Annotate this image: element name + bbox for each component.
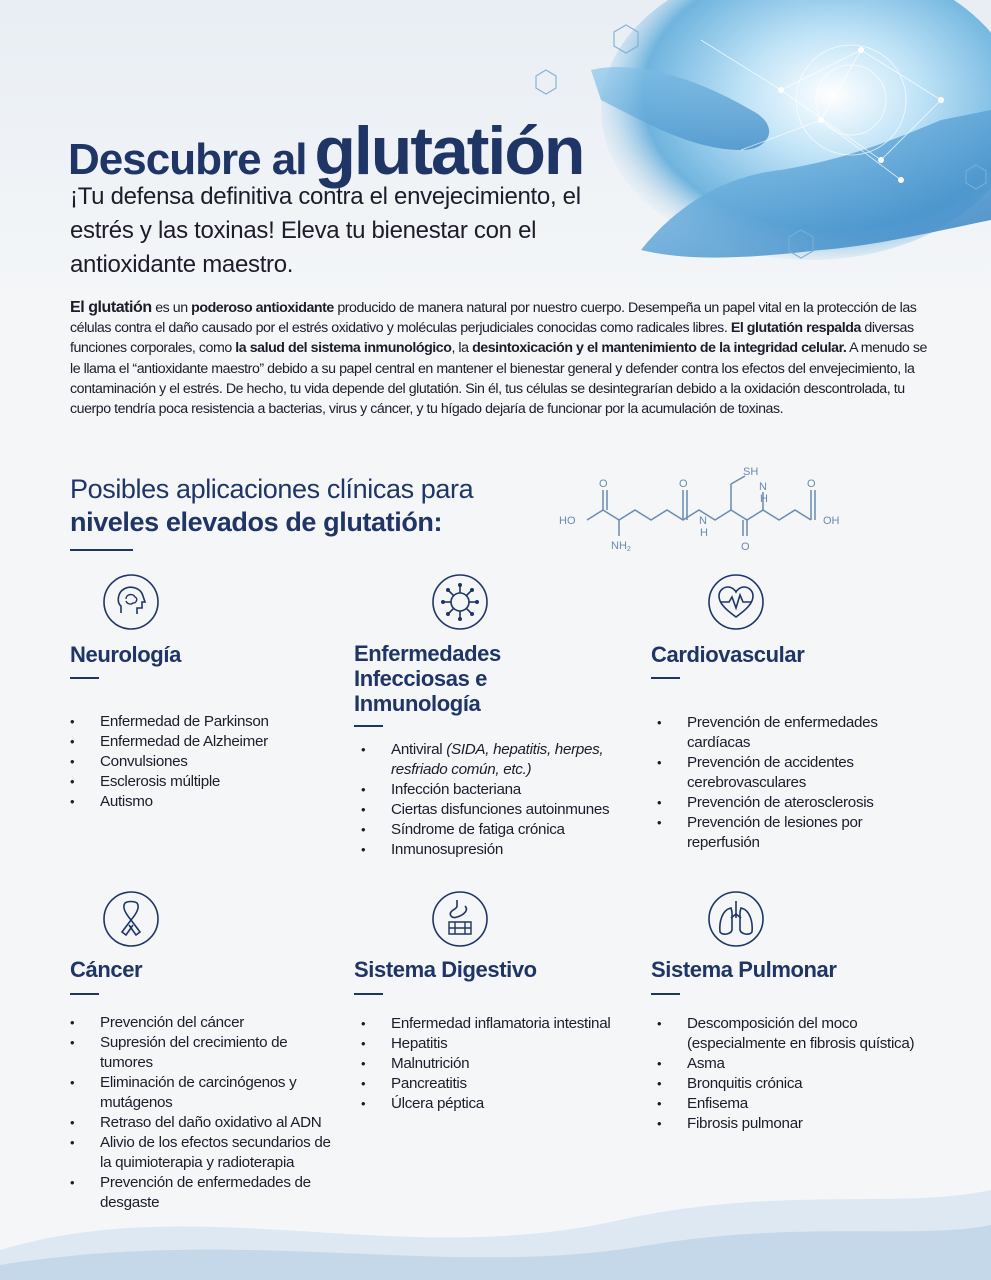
molecule-label-h2: H [760,493,768,505]
molecule-label-sh: SH [743,466,759,478]
molecule-label-oh: OH [823,515,840,527]
list-item: • Convulsiones [70,752,320,772]
list-item: • Prevención de accidentes cerebrovasculares [657,753,917,793]
category-list [70,1013,335,1213]
list-item: • Antiviral (SIDA, hepatitis, herpes, resfriado común, etc.) [361,740,621,780]
list-item: • Síndrome de fatiga crónica [361,820,621,840]
intro-bold: la salud del sistema inmunológico [235,340,452,357]
intro-paragraph [70,298,930,419]
intro-text: diversas funciones corporales, como [70,320,914,357]
section-heading [70,473,473,539]
list-item: • Pancreatitis [361,1074,641,1094]
virus-icon [431,573,489,631]
category-divider [651,677,680,679]
category-list [657,1014,922,1134]
molecule-label-n2: N [759,481,767,493]
category-list [361,1014,641,1114]
digestive-system-icon [431,890,489,948]
list-item: • Prevención de aterosclerosis [657,793,917,813]
list-item-note: (SIDA, hepatitis, herpes, resfriado común, etc.) [391,741,604,778]
list-item: • Prevención de enfermedades de desgaste [70,1173,335,1213]
list-item: • Bronquitis crónica [657,1074,922,1094]
section-heading-line1: Posibles aplicaciones clínicas para [70,474,474,504]
glutathione-molecule-diagram [555,462,855,557]
list-item: • Supresión del crecimiento de tumores [70,1033,335,1073]
category-divider [651,993,680,995]
category-divider [70,677,99,679]
list-item: • Enfermedad inflamatoria intestinal [361,1014,641,1034]
list-item: • Autismo [70,792,320,812]
list-item: • Malnutrición [361,1054,641,1074]
brain-head-icon [102,573,160,631]
molecule-label-o2: O [679,478,688,490]
list-item: • Enfermedad de Alzheimer [70,732,320,752]
list-item: • Prevención de enfermedades cardíacas [657,713,917,753]
molecule-label-n1: N [699,515,707,527]
molecule-label-o4: O [807,478,816,490]
category-title: Enfermedades Infecciosas e Inmunología [354,641,501,716]
molecule-label-h1: H [700,527,708,539]
category-title: Sistema Pulmonar [651,957,837,982]
molecule-label-nh2: NH2 [611,540,631,553]
list-item: • Fibrosis pulmonar [657,1114,922,1134]
list-item: • Retraso del daño oxidativo al ADN [70,1113,335,1133]
title-main: glutatión [314,113,584,189]
category-title: Neurología [70,642,181,667]
list-item: • Infección bacteriana [361,780,621,800]
intro-bold: desintoxicación y el mantenimiento de la integridad celular. [472,340,847,357]
section-heading-line2: niveles elevados de glutatión: [70,507,443,537]
title-prefix: Descubre al [68,135,307,184]
category-divider [354,993,383,995]
list-item: • Descomposición del moco (especialmente en fibrosis quística) [657,1014,922,1054]
heart-pulse-icon [707,573,765,631]
list-item: • Úlcera péptica [361,1094,641,1114]
intro-lead: El glutatión [70,299,152,316]
category-title: Cardiovascular [651,642,805,667]
list-item: • Asma [657,1054,922,1074]
category-title: Sistema Digestivo [354,957,537,982]
intro-bold: poderoso antioxidante [191,300,334,316]
category-list [70,712,320,812]
list-item: • Inmunosupresión [361,840,621,860]
intro-text: , la [451,340,473,357]
molecule-label-o1: O [599,478,608,490]
section-divider [70,549,133,551]
lungs-icon [707,890,765,948]
intro-text: es un [151,300,192,316]
molecule-label-o3: O [741,541,750,553]
list-item: • Esclerosis múltiple [70,772,320,792]
molecule-label-ho: HO [559,515,576,527]
category-divider [354,725,383,727]
subtitle: ¡Tu defensa definitiva contra el envejecimiento, el estrés y las toxinas! Eleva tu bienestar con el antioxidante maestro. [70,183,581,278]
list-item: • Enfisema [657,1094,922,1114]
category-list [361,740,621,860]
intro-text: producido de manera natural por nuestro cuerpo. Desempeña un papel vital en la protección de las células contra el daño causado por el estrés oxidativo y moléculas perjudiciales conocidas como radicales libres. [70,300,917,337]
list-item: • Eliminación de carcinógenos y mutágenos [70,1073,335,1113]
list-item: • Prevención de lesiones por reperfusión [657,813,917,853]
category-divider [70,993,99,995]
intro-text: A menudo se le llama el “antioxidante maestro” debido a su papel central en mantener el bienestar general y defender contra los efectos del envejecimiento, la contaminación y el estrés. De hecho, tu vida depende del glutatión. Sin él, tus células se desintegrarían debido a la oxidación descontrolada, tu cuerpo tendría poca resistencia a bacterias, virus y cáncer, y tu hígado dejaría de funcionar por la acumulación de toxinas. [70,340,927,418]
intro-bold: El glutatión respalda [730,320,861,337]
page-title [68,112,583,190]
ribbon-icon [102,890,160,948]
list-item: • Ciertas disfunciones autoinmunes [361,800,621,820]
category-title: Cáncer [70,957,143,982]
list-item: • Prevención del cáncer [70,1013,335,1033]
list-item: • Hepatitis [361,1034,641,1054]
list-item: • Enfermedad de Parkinson [70,712,320,732]
list-item: • Alivio de los efectos secundarios de la quimioterapia y radioterapia [70,1133,335,1173]
category-list [657,713,917,853]
